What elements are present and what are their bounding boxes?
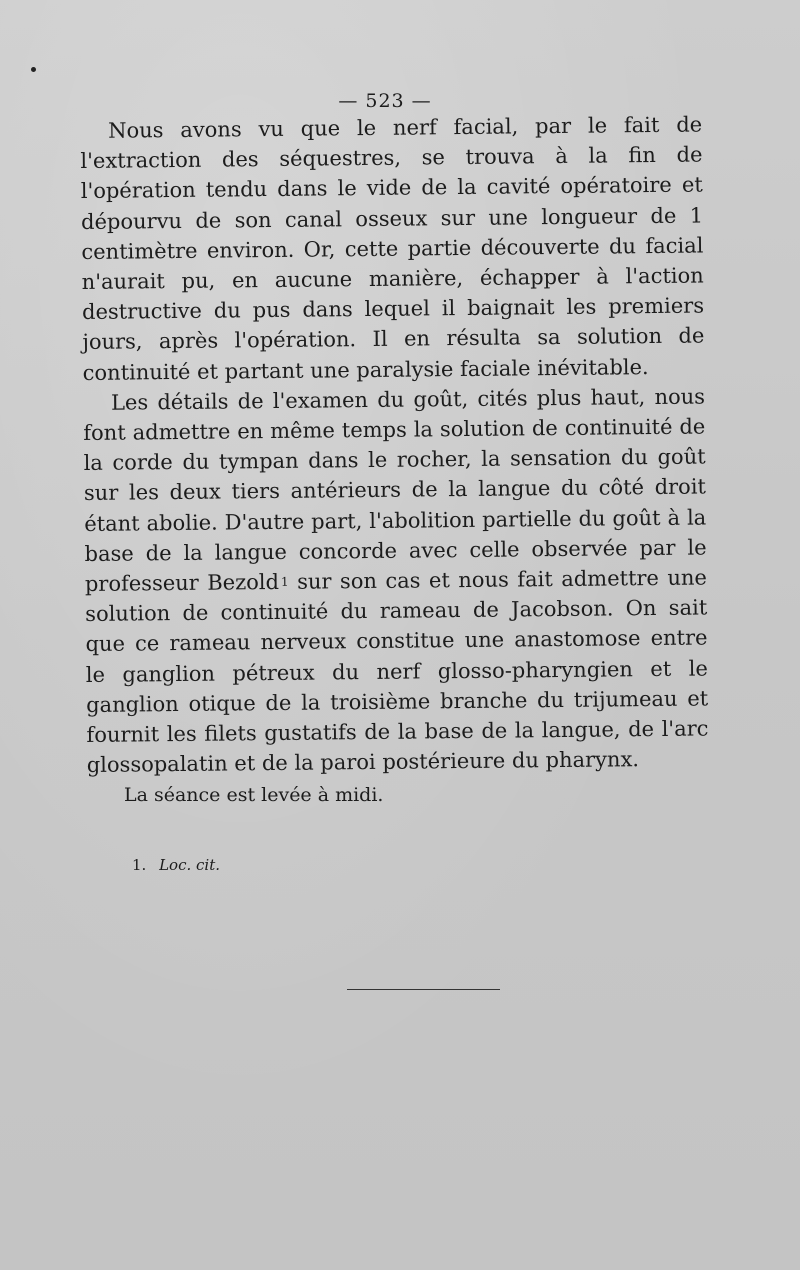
closing-line: La séance est levée à midi. <box>124 784 384 806</box>
paragraph-2-text-before-ref: Les détails de l'examen du goût, cités plus haut, nous font admettre en même temps la solution de continuité de la corde du tympan dans le rocher, la sensation du goût sur les deux tiers antérieurs de la langue du côté droit étant abolie. D'autre part, l'abolition partielle du goût à la base de la langue concorde avec celle observée par le professeur Bezold <box>83 384 707 597</box>
page-number: — 523 — <box>338 90 432 112</box>
footnote <box>132 856 220 874</box>
end-rule <box>347 989 500 990</box>
body-text <box>80 109 709 780</box>
footnote-text: Loc. cit. <box>159 856 221 874</box>
footnote-number: 1. <box>132 856 147 874</box>
paragraph-1: Nous avons vu que le nerf facial, par le fait de l'extraction des séquestres, se trouva à la fin de l'opération tendu dans le vide de la cavité opératoire et dépourvu de son canal osseux sur une longueur de 1 centimètre environ. Or, cette partie découverte du facial n'aurait pu, en aucune manière, échapper à l'action destructive du pus dans lequel il baignait les premiers jours, après l'opération. Il en résulta sa solution de continuité et partant une paralysie faciale inévitable. <box>80 112 705 385</box>
paragraph-2 <box>83 381 709 780</box>
ink-speck <box>31 67 36 72</box>
footnote-reference: 1 <box>280 574 289 589</box>
paragraph-2-text-after-ref: sur son cas et nous fait admettre une solution de continuité du rameau de Jacobson. On sait que ce rameau nerveux constitue une anastomose entre le ganglion pétreux du nerf glosso-pharyngien et le ganglion otique de la troisième branche du trijumeau et fournit les filets gustatifs de la base de la langue, de l'arc glossopalatin et de la paroi postérieure du pharynx. <box>85 565 709 778</box>
